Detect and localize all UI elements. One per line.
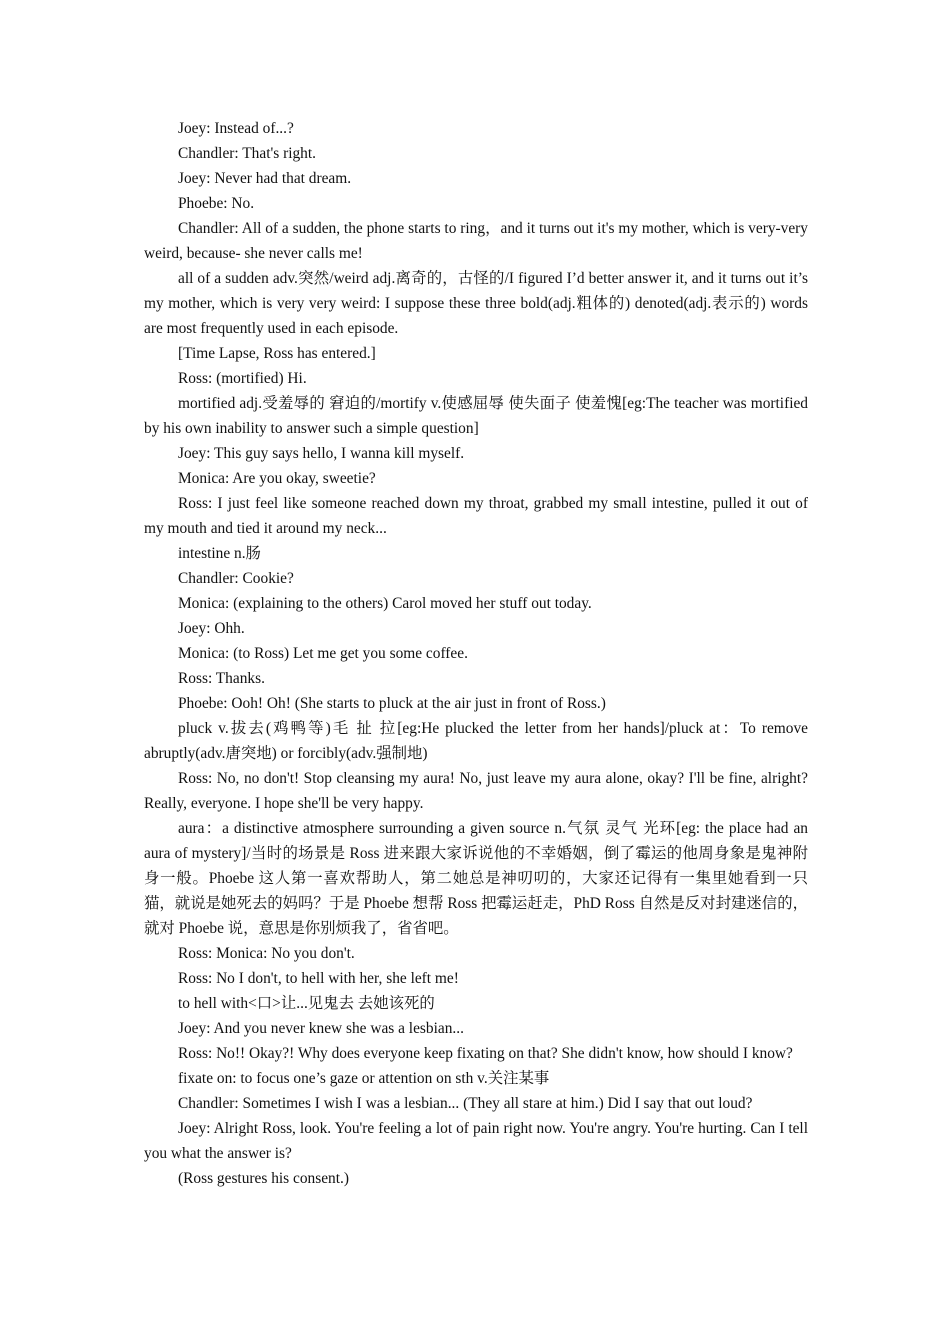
vocabulary-note: to hell with<口>让...见鬼去 去她该死的: [178, 995, 435, 1012]
dialogue-line: Ross: No!! Okay?! Why does everyone keep fixating on that? She didn't know, how should I know?: [178, 1045, 793, 1062]
dialogue-line: Ross: No I don't, to hell with her, she left me!: [178, 970, 459, 987]
dialogue-line: Joey: Alright Ross, look. You're feeling a lot of pain right now. You're angry. You're hurting. Can I tell you what the answer is?: [144, 1120, 808, 1162]
dialogue-line: Monica: (explaining to the others) Carol moved her stuff out today.: [178, 595, 592, 612]
dialogue-line: Phoebe: Ooh! Oh! (She starts to pluck at the air just in front of Ross.): [178, 695, 606, 712]
dialogue-line: Chandler: All of a sudden, the phone starts to ring，and it turns out it's my mother, which is very-very weird, because- she never calls me!: [144, 220, 808, 262]
dialogue-line: Ross: No, no don't! Stop cleansing my aura! No, just leave my aura alone, okay? I'll be fine, alright? Really, everyone. I hope she'll be very happy.: [144, 770, 808, 812]
vocabulary-note: fixate on: to focus one’s gaze or attention on sth v.关注某事: [178, 1070, 550, 1087]
dialogue-line: Joey: Ohh.: [178, 620, 245, 637]
script-transcript: [144, 116, 808, 1191]
vocabulary-note: intestine n.肠: [178, 545, 261, 562]
dialogue-line: Ross: Monica: No you don't.: [178, 945, 355, 962]
dialogue-line: Joey: And you never knew she was a lesbian...: [178, 1020, 464, 1037]
vocabulary-note: mortified adj.受羞辱的 窘迫的/mortify v.使感屈辱 使失面子 使羞愧[eg:The teacher was mortified by his own inability to answer such a simple question]: [144, 395, 808, 437]
dialogue-line: Ross: Thanks.: [178, 670, 265, 687]
stage-direction: [Time Lapse, Ross has entered.]: [178, 345, 376, 362]
vocabulary-note: all of a sudden adv.突然/weird adj.离奇的，古怪的/I figured I’d better answer it, and it turns out it’s my mother, which is very very weird: I suppose these three bold(adj.粗体的) denoted(adj.表示的) words are most frequently used in each episode.: [144, 270, 808, 337]
stage-direction: (Ross gestures his consent.): [178, 1170, 349, 1187]
dialogue-line: Chandler: Cookie?: [178, 570, 294, 587]
dialogue-line: Ross: (mortified) Hi.: [178, 370, 307, 387]
dialogue-line: Chandler: That's right.: [178, 145, 316, 162]
dialogue-line: Monica: (to Ross) Let me get you some coffee.: [178, 645, 468, 662]
dialogue-line: Chandler: Sometimes I wish I was a lesbian... (They all stare at him.) Did I say that out loud?: [178, 1095, 753, 1112]
dialogue-line: Phoebe: No.: [178, 195, 255, 212]
dialogue-line: Joey: Instead of...?: [178, 120, 294, 137]
dialogue-line: Joey: Never had that dream.: [178, 170, 352, 187]
vocabulary-note: pluck v.拔去(鸡鸭等)毛 扯 拉[eg:He plucked the letter from her hands]/pluck at：To remove abruptly(adv.唐突地) or forcibly(adv.强制地): [144, 720, 808, 762]
dialogue-line: Monica: Are you okay, sweetie?: [178, 470, 376, 487]
dialogue-line: Ross: I just feel like someone reached down my throat, grabbed my small intestine, pulled it out of my mouth and tied it around my neck...: [144, 495, 808, 537]
vocabulary-note: aura：a distinctive atmosphere surrounding a given source n.气氛 灵气 光环[eg: the place had an aura of mystery]/当时的场景是 Ross 进来跟大家诉说他的不幸婚姻，倒了霉运的他周身象是鬼神附身一般。Phoebe 这人第一喜欢帮助人，第二她总是神叨叨的，大家还记得有一集里她看到一只猫，就说是她死去的妈吗？于是 Phoebe 想帮 Ross 把霉运赶走，PhD Ross 自然是反对封建迷信的，就对 Phoebe 说，意思是你别烦我了，省省吧。: [144, 820, 808, 937]
dialogue-line: Joey: This guy says hello, I wanna kill myself.: [178, 445, 465, 462]
